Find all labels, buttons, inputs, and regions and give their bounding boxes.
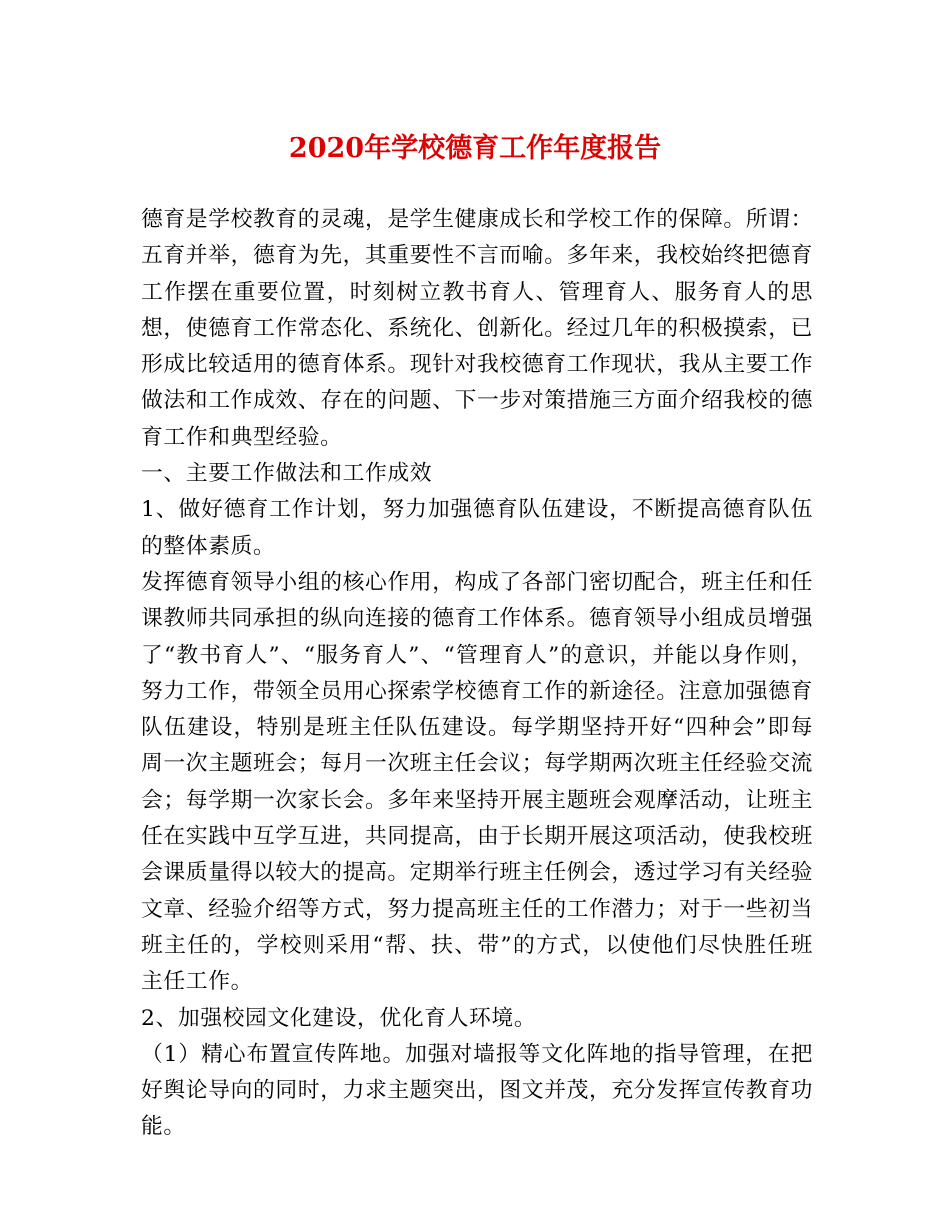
paragraph-intro: 德育是学校教育的灵魂，是学生健康成长和学校工作的保障。所谓：五育并举，德育为先，其重要性不言而喻。多年来，我校始终把德育工作摆在重要位置，时刻树立教书育人、管理育人、服务育人的思想，使德育工作常态化、系统化、创新化。经过几年的积极摸索，已形成比较适用的德育体系。现针对我校德育工作现状，我从主要工作做法和工作成效、存在的问题、下一步对策措施三方面介绍我校的德育工作和典型经验。	[141, 207, 813, 450]
subheading-1: 1、做好德育工作计划，努力加强德育队伍建设，不断提高德育队伍的整体素质。	[141, 497, 813, 559]
paragraph-publicity: （1）精心布置宣传阵地。加强对墙报等文化阵地的指导管理，在把好舆论导向的同时，力求主题突出，图文并茂，充分发挥宣传教育功能。	[141, 1041, 813, 1140]
document-title: 2020年学校德育工作年度报告	[288, 133, 662, 164]
document-body	[141, 202, 813, 1146]
paragraph-team-building: 发挥德育领导小组的核心作用，构成了各部门密切配合，班主任和任课教师共同承担的纵向连接的德育工作体系。德育领导小组成员增强了“教书育人”、“服务育人”、“管理育人”的意识，并能以身作则，努力工作，带领全员用心探索学校德育工作的新途径。注意加强德育队伍建设，特别是班主任队伍建设。每学期坚持开好“四种会”即每周一次主题班会；每月一次班主任会议；每学期两次班主任经验交流会；每学期一次家长会。多年来坚持开展主题班会观摩活动，让班主任在实践中互学互进，共同提高，由于长期开展这项活动，使我校班会课质量得以较大的提高。定期举行班主任例会，透过学习有关经验文章、经验介绍等方式，努力提高班主任的工作潜力；对于一些初当班主任的，学校则采用“帮、扶、带”的方式，以使他们尽快胜任班主任工作。	[141, 569, 813, 995]
section-heading-1: 一、主要工作做法和工作成效	[141, 461, 433, 487]
subheading-2: 2、加强校园文化建设，优化育人环境。	[141, 1005, 537, 1031]
